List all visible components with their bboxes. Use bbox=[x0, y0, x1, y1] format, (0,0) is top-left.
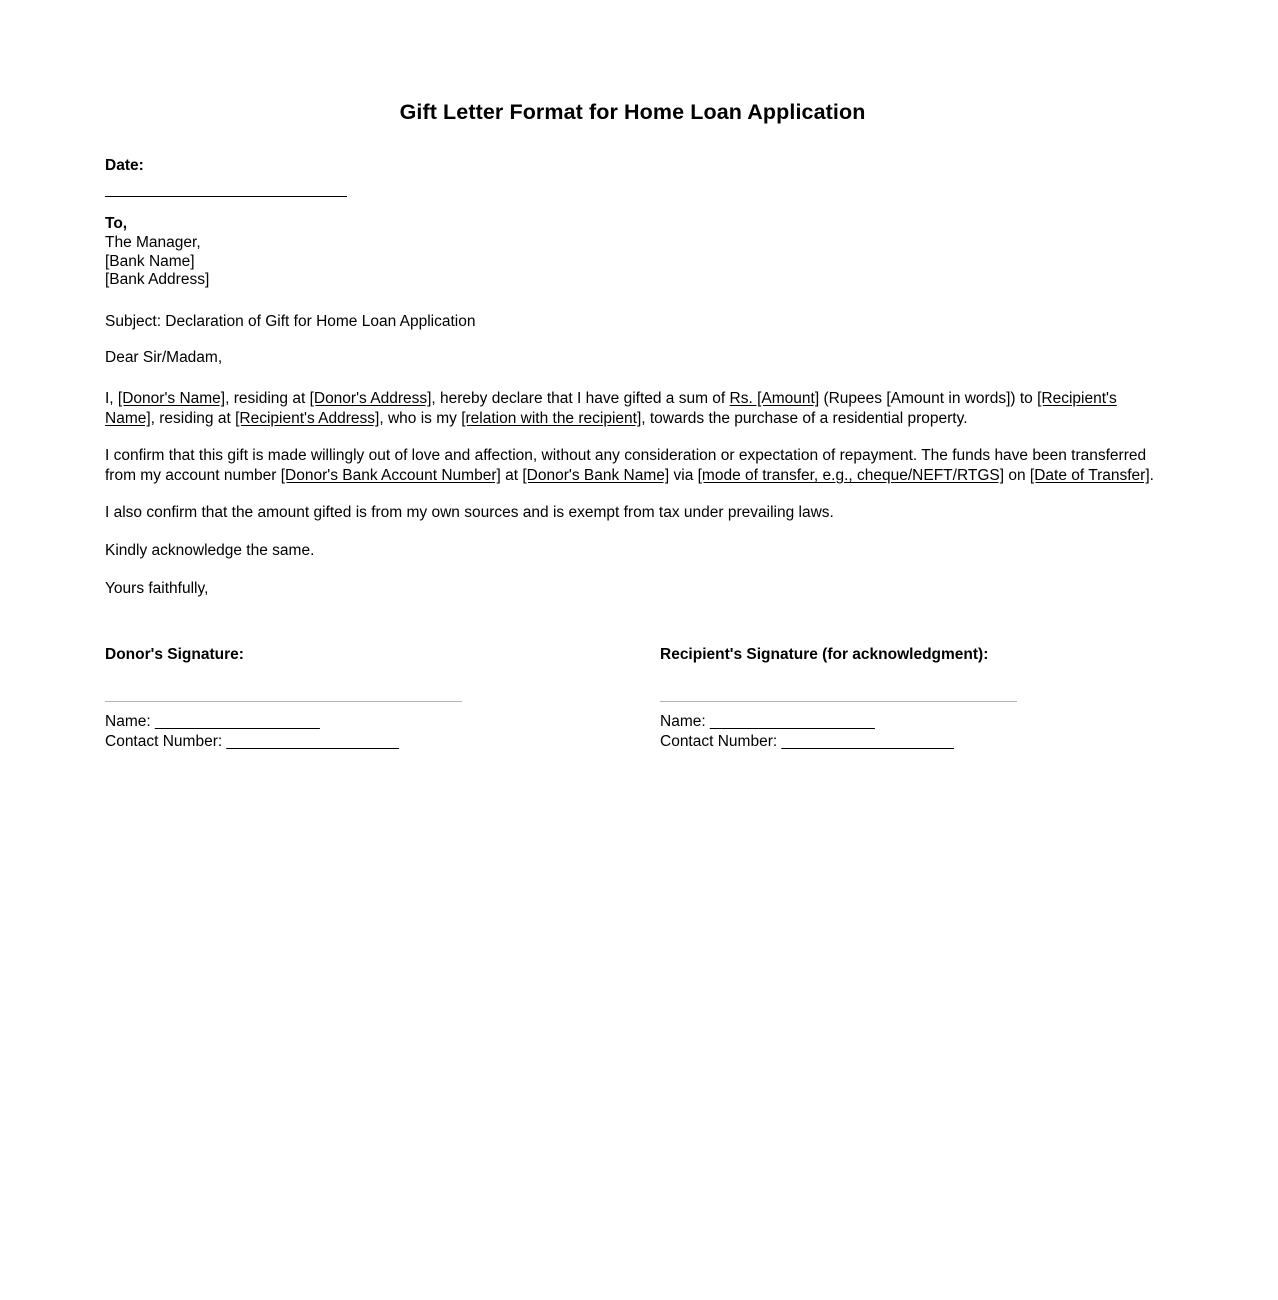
declaration-text-2: , residing at bbox=[225, 389, 310, 407]
placeholder-bank-account-number[interactable]: [Donor's Bank Account Number] bbox=[280, 466, 501, 484]
declaration-text-3: , hereby declare that I have gifted a sum of bbox=[431, 389, 730, 407]
subject-line: Subject: Declaration of Gift for Home Loan Application bbox=[105, 312, 476, 330]
donor-contact-field[interactable] bbox=[105, 732, 462, 752]
placeholder-donor-name[interactable]: [Donor's Name] bbox=[117, 389, 226, 407]
placeholder-donor-address[interactable]: [Donor's Address] bbox=[309, 389, 432, 407]
document-content bbox=[105, 0, 1160, 751]
paragraph-acknowledge-request: Kindly acknowledge the same. bbox=[105, 541, 315, 559]
recipient-name-field[interactable] bbox=[660, 712, 1017, 732]
signature-area bbox=[105, 645, 1160, 751]
placeholder-mode-of-transfer[interactable]: [mode of transfer, e.g., cheque/NEFT/RTGS] bbox=[697, 466, 1005, 484]
declaration-text-5: , residing at bbox=[150, 409, 236, 427]
to-label: To, bbox=[105, 215, 128, 233]
page-title: Gift Letter Format for Home Loan Application bbox=[399, 100, 866, 124]
recipient-contact-blank: ____________________ bbox=[781, 732, 954, 750]
recipient-contact-field[interactable] bbox=[660, 732, 1017, 752]
addressee-line-manager: The Manager, bbox=[105, 233, 201, 251]
donor-signature-block bbox=[105, 645, 462, 751]
recipient-contact-label: Contact Number: bbox=[660, 732, 778, 750]
date-block bbox=[105, 156, 1160, 197]
placeholder-bank-name[interactable]: [Donor's Bank Name] bbox=[522, 466, 670, 484]
donor-name-blank: ____________________ bbox=[154, 713, 320, 731]
salutation: Dear Sir/Madam, bbox=[105, 349, 223, 367]
paragraph-tax-exemption: I also confirm that the amount gifted is from my own sources and is exempt from tax under prevailing laws. bbox=[105, 504, 834, 522]
confirmation-text-4: on bbox=[1004, 466, 1030, 484]
declaration-text-4: (Rupees [Amount in words]) to bbox=[819, 389, 1038, 407]
confirmation-text-3: via bbox=[669, 466, 698, 484]
donor-name-label: Name: bbox=[105, 713, 151, 731]
declaration-text-7: , towards the purchase of a residential property. bbox=[641, 409, 968, 427]
donor-signature-line[interactable] bbox=[105, 701, 462, 702]
addressee-line-bank-address: [Bank Address] bbox=[105, 271, 210, 289]
confirmation-text-2: at bbox=[500, 466, 523, 484]
placeholder-recipient-name[interactable]: [Recipient's Name] bbox=[105, 389, 1117, 427]
donor-contact-label: Contact Number: bbox=[105, 732, 223, 750]
donor-signature-heading: Donor's Signature: bbox=[105, 646, 244, 664]
addressee-block bbox=[105, 215, 1160, 289]
recipient-signature-line[interactable] bbox=[660, 701, 1017, 702]
addressee-line-bank-name: [Bank Name] bbox=[105, 252, 195, 270]
recipient-signature-heading: Recipient's Signature (for acknowledgment): bbox=[660, 646, 989, 664]
placeholder-date-of-transfer[interactable]: [Date of Transfer] bbox=[1029, 466, 1150, 484]
recipient-signature-block bbox=[660, 645, 1017, 751]
recipient-name-label: Name: bbox=[660, 713, 706, 731]
declaration-text-1: I, bbox=[105, 389, 118, 407]
placeholder-relation[interactable]: [relation with the recipient] bbox=[461, 409, 642, 427]
valediction: Yours faithfully, bbox=[105, 579, 209, 597]
confirmation-text-5: . bbox=[1149, 466, 1154, 484]
declaration-text-6: , who is my bbox=[379, 409, 462, 427]
placeholder-recipient-address[interactable]: [Recipient's Address] bbox=[235, 409, 380, 427]
confirmation-text-1: I confirm that this gift is made willingly out of love and affection, without any consideration or expectation of repayment. The funds have been transferred from my account number bbox=[105, 447, 1147, 484]
donor-name-field[interactable] bbox=[105, 712, 462, 732]
paragraph-confirmation bbox=[105, 446, 1160, 485]
date-blank-rule[interactable] bbox=[105, 196, 347, 197]
paragraph-declaration bbox=[105, 389, 1160, 428]
recipient-name-blank: ____________________ bbox=[709, 713, 875, 731]
date-label: Date: bbox=[105, 157, 144, 174]
donor-contact-blank: ____________________ bbox=[226, 732, 399, 750]
placeholder-amount[interactable]: Rs. [Amount] bbox=[729, 389, 820, 407]
